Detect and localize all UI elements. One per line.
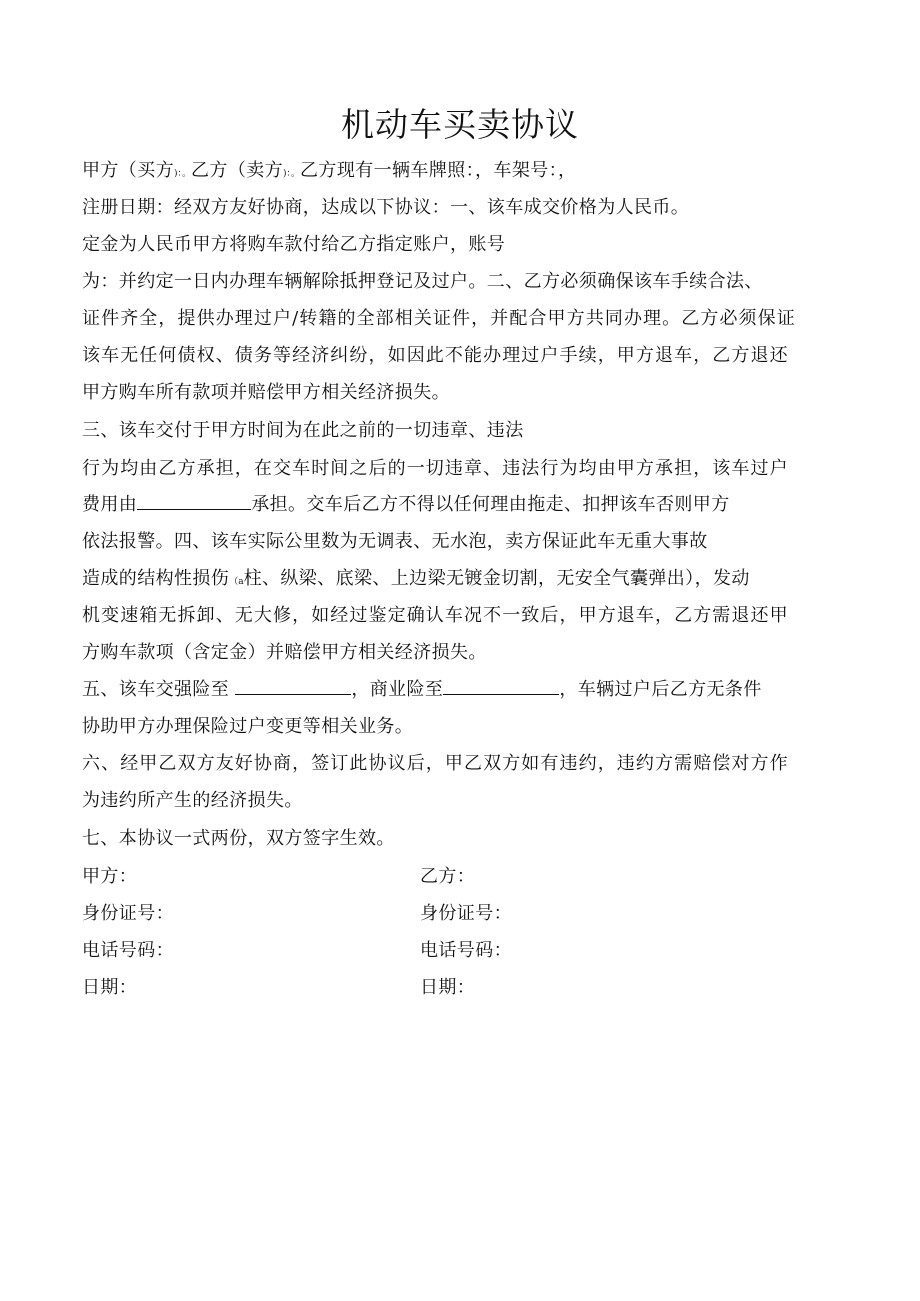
- paragraph-line-16: 协助甲方办理保险过户变更等相关业务。: [82, 716, 414, 737]
- paragraph-line-19: 七、本协议一式两份，双方签字生效。: [82, 828, 395, 849]
- document-title: 机动车买卖协议: [341, 105, 579, 144]
- paragraph-line-7: 甲方购车所有款项并赔偿甲方相关经济损失。: [82, 382, 450, 403]
- line-1-tiny-2: )：。: [283, 169, 301, 179]
- line-1-part-a: 甲方（买方: [82, 160, 174, 181]
- paragraph-line-3: 定金为人民币甲方将购车款付给乙方指定账户，账号: [82, 234, 506, 255]
- line-15-part-b: ，商业险至: [351, 679, 444, 700]
- paragraph-line-14: 方购车款项（含定金）并赔偿甲方相关经济损失。: [82, 642, 487, 663]
- paragraph-line-9: 行为均由乙方承担，在交车时间之后的一切违章、违法行为均由甲方承担，该车过户: [82, 458, 789, 479]
- line-10-part-a: 费用由: [82, 494, 138, 515]
- party-a-date-label: 日期：: [82, 977, 138, 998]
- compulsory-insurance-blank[interactable]: [235, 678, 351, 695]
- line-1-tiny-1: )：。: [174, 169, 192, 179]
- line-1-part-c: 乙方现有一辆车牌照：，车架号：，: [300, 160, 577, 181]
- party-b-date-label: 日期：: [420, 977, 476, 998]
- paragraph-line-11: 依法报警。四、该车实际公里数为无调表、无水泡，卖方保证此车无重大事故: [82, 531, 708, 552]
- party-a-id-label: 身份证号：: [82, 903, 174, 924]
- line-10-part-b: 承担。交车后乙方不得以任何理由拖走、扣押该车否则甲方: [251, 494, 730, 515]
- paragraph-line-18: 为违约所产生的经济损失。: [82, 790, 303, 811]
- commercial-insurance-blank[interactable]: [443, 678, 559, 695]
- party-b-name-label: 乙方：: [420, 866, 476, 887]
- paragraph-line-8: 三、该车交付于甲方时间为在此之前的一切违章、违法: [82, 420, 524, 441]
- party-a-name-label: 甲方：: [82, 866, 138, 887]
- fee-payer-blank[interactable]: [137, 493, 251, 510]
- paragraph-line-17: 六、经甲乙双方友好协商，签订此协议后，甲乙双方如有违约，违约方需赔偿对方作: [82, 753, 789, 774]
- line-12-tiny: （a: [229, 577, 244, 587]
- line-15-part-c: ，车辆过户后乙方无条件: [559, 679, 762, 700]
- line-12-part-a: 造成的结构性损伤: [82, 568, 230, 589]
- paragraph-line-4: 为：并约定一日内办理车辆解除抵押登记及过户。二、乙方必须确保该车手续合法、: [82, 271, 763, 292]
- line-1-part-b: 乙方（卖方: [191, 160, 284, 181]
- paragraph-line-6: 该车无任何债权、债务等经济纠纷，如因此不能办理过户手续，甲方退车，乙方退还: [82, 345, 789, 366]
- paragraph-line-15: [82, 677, 762, 703]
- paragraph-line-12: [82, 566, 750, 595]
- party-b-phone-label: 电话号码：: [420, 940, 512, 961]
- paragraph-line-1: [82, 158, 576, 187]
- paragraph-line-2: 注册日期：经双方友好协商，达成以下协议：一、该车成交价格为人民币。: [82, 197, 690, 218]
- paragraph-line-10: [82, 492, 730, 518]
- party-a-phone-label: 电话号码：: [82, 940, 174, 961]
- line-12-part-b: 柱、纵梁、底梁、上边梁无镀金切割，无安全气囊弹出），发动: [243, 568, 750, 589]
- party-b-id-label: 身份证号：: [420, 903, 512, 924]
- paragraph-line-13: 机变速箱无拆卸、无大修，如经过鉴定确认车况不一致后，甲方退车，乙方需退还甲: [82, 605, 789, 626]
- paragraph-line-5: 证件齐全，提供办理过户/转籍的全部相关证件，并配合甲方共同办理。乙方必须保证: [82, 308, 796, 329]
- line-15-part-a: 五、该车交强险至: [82, 679, 230, 700]
